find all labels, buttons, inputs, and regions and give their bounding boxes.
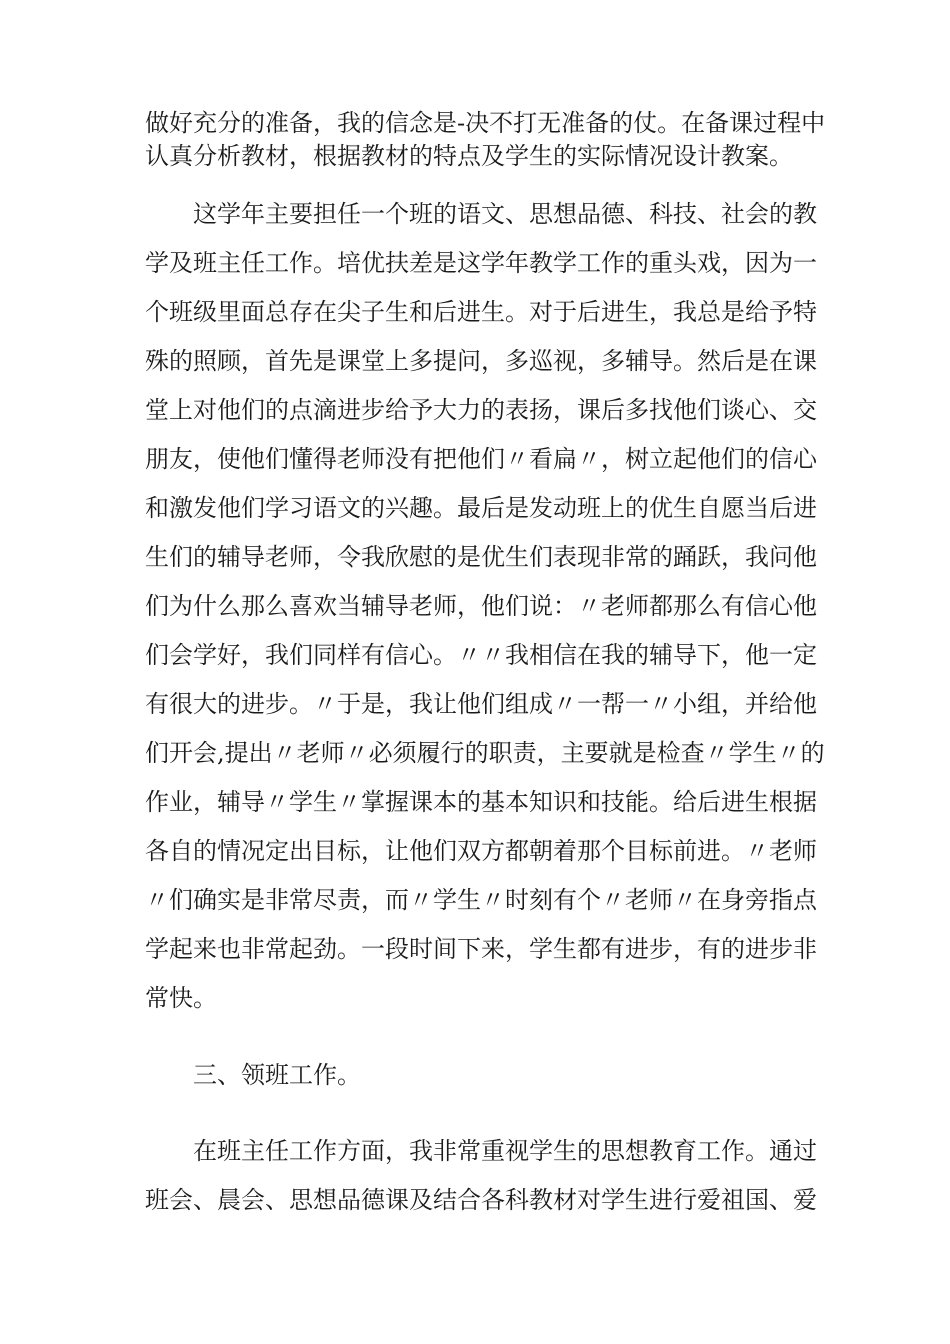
section-heading: 三、领班工作。: [193, 1061, 361, 1089]
paragraph-line: 们为什么那么喜欢当辅导老师，他们说：〃老师都那么有信心他: [145, 592, 817, 620]
paragraph-line: 个班级里面总存在尖子生和后进生。对于后进生，我总是给予特: [145, 298, 817, 326]
paragraph-line: 常快。: [145, 984, 217, 1012]
paragraph-line: 们开会,提出〃老师〃必须履行的职责，主要就是检查〃学生〃的: [145, 739, 825, 767]
paragraph-line: 生们的辅导老师，令我欣慰的是优生们表现非常的踊跃，我问他: [145, 543, 817, 571]
paragraph-line: 做好充分的准备，我的信念是-决不打无准备的仗。在备课过程中: [145, 109, 826, 137]
paragraph-line: 这学年主要担任一个班的语文、思想品德、科技、社会的教: [193, 200, 817, 228]
paragraph-line: 认真分析教材，根据教材的特点及学生的实际情况设计教案。: [145, 142, 793, 170]
paragraph-line: 学起来也非常起劲。一段时间下来，学生都有进步，有的进步非: [145, 935, 817, 963]
paragraph-line: 朋友，使他们懂得老师没有把他们〃看扁〃，树立起他们的信心: [145, 445, 817, 473]
paragraph-line: 作业，辅导〃学生〃掌握课本的基本知识和技能。给后进生根据: [145, 788, 817, 816]
paragraph-line: 有很大的进步。〃于是，我让他们组成〃一帮一〃小组，并给他: [145, 690, 817, 718]
paragraph-line: 殊的照顾，首先是课堂上多提问，多巡视，多辅导。然后是在课: [145, 347, 817, 375]
paragraph-line: 〃们确实是非常尽责，而〃学生〃时刻有个〃老师〃在身旁指点: [145, 886, 817, 914]
paragraph-line: 各自的情况定出目标，让他们双方都朝着那个目标前进。〃老师: [145, 837, 817, 865]
paragraph-line: 和激发他们学习语文的兴趣。最后是发动班上的优生自愿当后进: [145, 494, 817, 522]
paragraph-line: 学及班主任工作。培优扶差是这学年教学工作的重头戏，因为一: [145, 249, 817, 277]
paragraph-line: 班会、晨会、思想品德课及结合各科教材对学生进行爱祖国、爱: [145, 1186, 817, 1214]
paragraph-line: 们会学好，我们同样有信心。〃〃我相信在我的辅导下，他一定: [145, 641, 817, 669]
paragraph-line: 在班主任工作方面，我非常重视学生的思想教育工作。通过: [193, 1137, 817, 1165]
paragraph-line: 堂上对他们的点滴进步给予大力的表扬，课后多找他们谈心、交: [145, 396, 817, 424]
